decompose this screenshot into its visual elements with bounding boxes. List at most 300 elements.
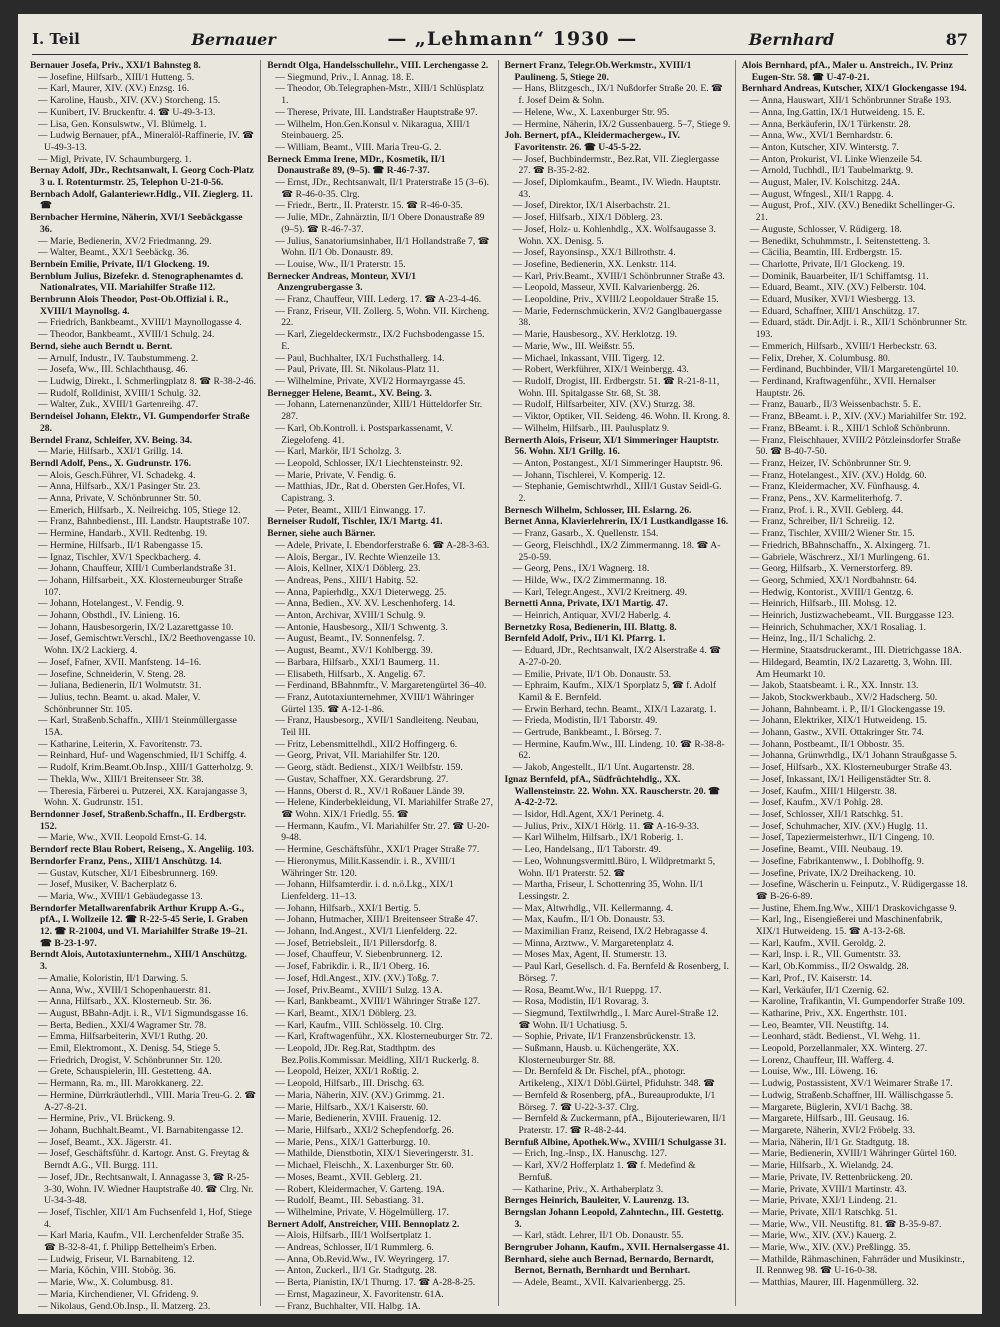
- directory-entry: — Josefine, Hilfsarb., XIII/1 Hutteng. 5.: [38, 71, 195, 83]
- directory-entry: — Heinrich, Schuhmacher, XX/1 Rosaliag. 1.: [749, 621, 927, 633]
- directory-entry: — Marie, Private, IV. Rettenbrückeng. 20.: [749, 1171, 913, 1183]
- directory-entry: — Karl, Telegr.Angest., XVI/2 Kreitnerg. 49.: [512, 586, 688, 598]
- directory-entry: — Marie, Private, V. Fendig. 6.: [275, 469, 396, 481]
- directory-entry: — Friedr., Bertr., II. Praterstr. 15. ☎ R-46-0-35.: [275, 200, 463, 212]
- directory-entry: — Marie, Hilfsarb., XX/1 Kaiserstr. 60.: [275, 1101, 429, 1113]
- directory-entry: — Josef, Direktor, IX/1 Alserbachstr. 21.: [512, 200, 671, 212]
- directory-entry: — Wilhelm, Hilfsarb., III. Paulusplatz 9.: [512, 422, 670, 434]
- directory-entry: — Alois, Bergar., IV. Rechte Wienzeile 13.: [275, 551, 441, 563]
- directory-entry: — Alois, Hilfsarb., III/1 Wolfsertplatz 1.: [275, 1230, 432, 1242]
- directory-entry: — Eduard, JDr., Rechtsanwalt, IX/2 Alserstraße 4. ☎ A-27-0-20.: [512, 645, 722, 668]
- directory-entry: — Marie, Bedienerin, XVIII/1 Währinger Gürtel 160.: [749, 1148, 957, 1160]
- directory-entry: — Franz, Tischler, XVIII/2 Wiener Str. 15.: [749, 528, 915, 540]
- directory-entry: — Hermine, Näherin, IX/2 Gussenbauerg. 5–7, Stiege 9.: [512, 118, 731, 130]
- directory-entry: — Sußmann, Hausb. u. Küchengeräte, XX. Klosterneuburger Str. 88.: [512, 1043, 679, 1066]
- directory-entry: — Stephanie, Gemischtwrhdl., XIII/1 Gustav Seidl-G. 2.: [512, 481, 722, 505]
- directory-entry: — August, Beamt., IV. Sonnenfelsg. 7.: [275, 633, 425, 645]
- directory-entry: Bernbrunn Alois Theodor, Post-Ob.Offizial i. R., XVIII/1 Maynollsg. 4.: [30, 294, 229, 317]
- directory-entry: Bernhard Andreas, Kutscher, XIX/1 Glockengasse 194.: [741, 83, 967, 95]
- directory-entry: — Rudolf, Hilfsarbeiter, XIV. (XV.) Sturzg. 38.: [512, 399, 696, 411]
- directory-entry: — Andreas, Schlosser, II/1 Rummlerg. 6.: [275, 1242, 434, 1254]
- directory-entry: — Johann, Hutmacher, XIII/1 Breitenseer Straße 47.: [275, 914, 478, 926]
- directory-entry: — Mathilde, Rähmaschinen, Fahrräder und Musikinstr., II. Rennweg 98. ☎ U-16-0-38.: [749, 1253, 965, 1277]
- directory-entry: — Jakob, Stockwerkbaub., XV/2 Hadscherg. 50.: [749, 691, 938, 703]
- directory-entry: — Johann, Laternenanzünder, XIII/1 Hütteldorfer Str. 287.: [275, 399, 483, 423]
- directory-entry: — Georg, Hilfsarb., X. Vernerstorferg. 89.: [749, 563, 913, 575]
- directory-entry: — Karl, städt. Lehrer, II/1 Ob. Donaustr. 55.: [512, 1230, 684, 1242]
- directory-entry: — Alois, Kellner, XIX/1 Döblerg. 23.: [275, 563, 421, 575]
- directory-entry: — Josef, Fabrikdir. i. R., II/1 Oberg. 16.: [275, 961, 430, 973]
- directory-entry: — Josef, Kaufm., XIII/1 Hilgerstr. 38.: [749, 785, 897, 797]
- directory-entry: — Karl, Prof., IV. Kaiserstr. 14.: [749, 972, 872, 984]
- directory-entry: — Lisa, Gen. Konsulswtw., VI. Blümelg. 1.: [38, 118, 207, 130]
- page-title: — „Lehmann“ 1930 —: [387, 28, 638, 50]
- directory-entry: — Barbara, Hilfsarb., XXI/1 Baumerg. 11.: [275, 656, 440, 668]
- directory-entry: — Georg, Schmied, XX/1 Nordbahnstr. 64.: [749, 574, 917, 586]
- directory-entry: — Josefa, Ww., III. Schlachthausg. 46.: [38, 364, 188, 376]
- directory-entry: Bernauer Josefa, Priv., XXI/1 Bahnsteg 8.: [30, 60, 201, 71]
- directory-entry: — Georg, Pens., IX/1 Wagnerg. 18.: [512, 563, 650, 575]
- directory-entry: — Marie, Hilfsarb., XXI/1 Grillg. 14.: [38, 446, 183, 458]
- directory-entry: — August, Beamt., XV/1 Kohlbergg. 39.: [275, 645, 433, 657]
- directory-entry: — Karl, Beamt., XIX/1 Döblerg. 23.: [275, 1007, 417, 1019]
- directory-entry: — Anna, Hilfsarb., XX. Klosterneub. Str. 36.: [38, 996, 212, 1008]
- directory-entry: — Siegmund, Priv., I. Annag. 18. E.: [275, 71, 414, 83]
- directory-entry: — Josef, Kaufm., XV/1 Pohlg. 28.: [749, 797, 883, 809]
- directory-entry: — Maria, Ww., XVIII/1 Gebäudegasse 13.: [38, 890, 203, 902]
- directory-entry: — Anna, Ob.Revid.Ww., IV. Weyringerg. 17.: [275, 1253, 450, 1265]
- directory-entry: — Leopold, Heizer, XXI/1 Roßtig. 2.: [275, 1066, 420, 1078]
- directory-entry: — Leopold, Hilfsarb., III. Drischg. 63.: [275, 1078, 425, 1090]
- directory-entry: — Helene, Ww., X. Laxenburger Str. 95.: [512, 106, 670, 118]
- directory-entry: — Heinrich, Justizwachebeamt., VII. Burggasse 123.: [749, 610, 955, 622]
- directory-entry: — Marie, Pens., XIX/1 Gatterburgg. 10.: [275, 1136, 431, 1148]
- directory-entry: — Marie, Private, XII/1 Ratschkg. 51.: [749, 1206, 898, 1218]
- directory-entry: — Josef, Schlosser, XII/1 Ratschkg. 51.: [749, 809, 904, 820]
- directory-entry: — Karl, Markör, II/1 Scholzg. 3.: [275, 446, 402, 458]
- directory-entry: Bernbach Adolf, Galanteriewr.Hdlg., VII. Zieglerg. 11. ☎: [30, 188, 253, 212]
- directory-entry: — Johann, Hilfsarbeit., XX. Klosterneuburger Straße 107.: [38, 574, 243, 598]
- directory-entry: Bernd, siehe auch Berndt u. Bernt.: [30, 340, 173, 352]
- directory-entry: — Josef, Rayonsinsp., XX/1 Billrothstr. 4.: [512, 247, 676, 259]
- directory-entry: Bernet Anna, Klavierlehrerin, IX/1 Lustkandlgasse 16.: [504, 516, 729, 528]
- directory-entry: — Emma, Hilfsarbeiterin, XVI/1 Ruthg. 20.: [38, 1031, 208, 1043]
- directory-entry: — Anton, Kutscher, XIV. Winterstg. 7.: [749, 141, 899, 153]
- directory-entry: — Ernst, JDr., Rechtsanwalt, II/1 Praterstraße 15 (3–6). ☎ R-46-0-35. Clrg.: [275, 177, 489, 200]
- directory-entry: — Marie, Hilfsarb., XXI/2 Schepfendorfg. 26.: [275, 1124, 454, 1136]
- directory-entry: — Leopold, JDr. Reg.Rat, Stadthptm. des Bez.Polis.Kommissar. Meidling, XII/1 Ruckerlg. 8.: [275, 1043, 479, 1066]
- directory-entry: — Georg, Fleischhdl., IX/2 Zimmermanng. 18. ☎ A-25-0-59.: [512, 539, 721, 563]
- directory-entry: — Josef, Gemischtwr.Verschl., IX/2 Beethovengasse 10. Wohn. IX/2 Lackierg. 4.: [38, 633, 256, 657]
- directory-entry: — Hans, Blitzgesch., IX/1 Nußdorfer Straße 20. E. ☎ f. Josef Deim & Sohn.: [512, 83, 723, 107]
- directory-entry: — Josef, Hdl.Angest., XIV. (XV.) Toßg. 7.: [275, 972, 439, 984]
- directory-entry: — Michael, Inkassant, VIII. Tigerg. 12.: [512, 352, 665, 364]
- directory-entry: — Ernst, Magazineur, X. Favoritenstr. 61A.: [275, 1288, 444, 1300]
- directory-entry: — Karl, Kaufm., XVII. Geroldg. 2.: [749, 937, 886, 949]
- header-first-name: Bernauer: [191, 29, 276, 49]
- directory-entry: — Josef, Hilfsarb., XIX/1 Döblerg. 23.: [512, 212, 663, 224]
- directory-entry: — Anton, Zuckerl., II/1 Gr. Stadtgutg. 28.: [275, 1265, 437, 1277]
- directory-entry: — Anna, Bedien., XV. XV. Leschenhoferg. 14.: [275, 598, 456, 610]
- directory-entry: — Johann, Hilfsamterdir. i. d. n.ö.Lkg., XIX/1 Lienfelderg. 11–13.: [275, 879, 454, 902]
- directory-entry: Berneck Emma Irene, MDr., Kosmetik, II/1 Donaustraße 89, (9–5). ☎ R-46-7-37.: [267, 153, 446, 177]
- directory-entry: — Migl, Private, IV. Schaumburgerg. 1.: [38, 153, 192, 165]
- directory-entry: — Karl, Bankbeamt., XVIII/1 Währinger Straße 127.: [275, 996, 481, 1008]
- column-4: [742, 60, 972, 1306]
- directory-entry: — August, BBahn-Adjt. i. R., VI/1 Sigmundsgasse 16.: [38, 1007, 249, 1019]
- directory-entry: Bernblum Julius, Bizefekr. d. Stenographenamtes d. Nationalrates, VII. Mariahilfer Straße 112.: [30, 270, 244, 294]
- directory-entry: — Berta, Pianistin, IX/1 Thurng. 17. ☎ A-28-8-25.: [275, 1277, 476, 1289]
- directory-entry: — Alois, Gesch.Führer, VI. Schadekg. 4.: [38, 469, 196, 481]
- directory-entry: — Johann, Bahnbeamt. i. P., II/1 Glockengasse 19.: [749, 703, 946, 715]
- directory-entry: Berndt Alois, Autotaxiunternehm., XIII/1 Anschützg. 3.: [30, 949, 247, 973]
- directory-entry: — Arnulf, Industr., IV. Taubstummeng. 2.: [38, 352, 199, 364]
- directory-entry: — Hilde, Ww., IX/2 Zimmermanng. 18.: [512, 574, 667, 586]
- directory-entry: — Josef, Holz- u. Kohlenhdlg., XX. Wolfsaugasse 3. Wohn. XX. Denisg. 5.: [512, 223, 716, 247]
- directory-entry: — Andreas, Pens., XIII/1 Habitg. 52.: [275, 574, 419, 586]
- directory-entry: — Margarete, Hilfsarb., III. Geusaug. 16.: [749, 1113, 910, 1125]
- directory-entry: Bernetti Anna, Private, IX/1 Martig. 47.: [504, 598, 668, 610]
- column-1: [30, 60, 261, 1312]
- directory-entry: — Marie, Private, XXI/1 Lindeng. 21.: [749, 1195, 898, 1207]
- directory-entry: — Franz, Prof. i. R., XVII. Geblerg. 44.: [749, 504, 904, 516]
- directory-entry: Berndonner Josef, Straßenb.Schaffn., II. Erdbergstr. 152.: [30, 809, 246, 832]
- directory-entry: — Isidor, Hdl.Agent, XX/1 Perinetg. 4.: [512, 809, 664, 820]
- directory-entry: — Robert, Werkführer, XIX/1 Weinbergg. 43.: [512, 364, 689, 376]
- directory-entry: Bernbein Emilie, Private, II/1 Glockeng. 19.: [30, 258, 210, 270]
- directory-entry: — Anna, Hauswart, XII/1 Schönbrunner Straße 193.: [749, 95, 952, 107]
- directory-entry: — Friedrich, Bankbeamt., XVIII/1 Maynollogasse 4.: [38, 317, 242, 329]
- directory-entry: Berneiser Rudolf, Tischler, IX/1 Martg. 41.: [267, 516, 443, 528]
- directory-entry: — Heinrich, Hilfsarb., III. Mohsg. 12.: [749, 598, 897, 610]
- directory-entry: — Maria, Näherin, XIV. (XV.) Grimmg. 21.: [275, 1089, 445, 1101]
- directory-entry: — Georg, städt. Bedienst., XIX/1 Weilbfstr. 159.: [275, 762, 463, 774]
- directory-entry: — Anna, Berkäuferin, IX/1 Türkenstr. 28.: [749, 118, 911, 130]
- directory-entry: — Friedrich, Drogist, V. Schönbrunner Str. 120.: [38, 1054, 223, 1066]
- directory-entry: — Arnold, Tuchhdl., II/1 Taubelmarktg. 9.: [749, 165, 914, 177]
- directory-entry: Bernbacher Hermine, Näherin, XVI/1 Seebäckgasse 36.: [30, 212, 243, 235]
- directory-entry: — Minna, Arztww., V. Margaretenplatz 4.: [512, 937, 674, 949]
- directory-entry: — Hermine, Handarb., XVII. Redtenbg. 19.: [38, 528, 208, 540]
- directory-entry: — Rudolf, Rolldinist, XVIII/1 Schulg. 32.: [38, 387, 201, 399]
- directory-entry: — Katharine, Priv., XX. Engerthstr. 101.: [749, 1007, 907, 1019]
- directory-entry: — Josefine, Private, IX/2 Dreihackeng. 10.: [749, 867, 916, 879]
- directory-entry: — Eduard, städt. Dir.Adjt. i. R., XII/1 Schönbrunner Str. 193.: [749, 317, 968, 341]
- directory-entry: — Emilie, Private, II/1 Ob. Donaustr. 53.: [512, 668, 672, 680]
- directory-entry: — Anna, Ww., XVIII/1 Schopenhauerstr. 81.: [38, 984, 211, 996]
- directory-entry: — Dr. Bernfeld & Dr. Fischel, pfA., photogr. Artikeleng., XIX/1 Döbl.Gürtel, Pfiduhstr. 348. ☎: [512, 1066, 716, 1090]
- directory-entry: — Gustav, Schaffner, XX. Gerardsbrung. 27.: [275, 773, 449, 785]
- directory-entry: — Mathilde, Dienstbotin, XIX/1 Sieveringerstr. 31.: [275, 1148, 474, 1160]
- directory-entry: — Karl, Straßenb.Schaffn., XIII/1 Steinmüllergasse 15A.: [38, 715, 237, 739]
- directory-entry: — Karl, Ing., Eisengießerei und Maschinenfabrik, XIX/1 Hutweideng. 15. ☎ A-13-2-68.: [749, 914, 943, 938]
- directory-entry: — Cäcilia, Beamtin, III. Erdbergstr. 15.: [749, 247, 902, 259]
- directory-entry: — Johann, Chauffeur, XIII/1 Cumberlandstraße 31.: [38, 563, 237, 575]
- directory-entry: — Leopold, Porzellanmaler, XX. Winterg. 27.: [749, 1043, 928, 1055]
- directory-entry: Joh. Bernert, pfA., Kleidermachergew., IV. Favoritenstr. 26. ☎ U-45-5-22.: [504, 130, 680, 153]
- directory-entry: — Theodor, Ob.Telegraphen-Mstr., XIII/1 Schlüsplatz 1.: [275, 83, 484, 107]
- directory-entry: — Rudolf, Drogist, III. Erdbergstr. 51. ☎ R-21-8-11, Wohn. III. Spitalgasse Str. 68, St. 38.: [512, 375, 720, 399]
- directory-entry: — Ludwig, Friseur, VI. Barnabiteng. 12.: [38, 1253, 195, 1265]
- directory-entry: — Karoline, Hausb., XIV. (XV.) Storcheng. 15.: [38, 95, 221, 107]
- directory-entry: — Hermann, Ra. m., III. Marokkanerg. 22.: [38, 1078, 204, 1090]
- directory-entry: — Marie, Bedienerin, XVIII. Frauenig. 12.: [275, 1113, 441, 1125]
- directory-entry: — Martha, Friseur, I. Schottenring 35, Wohn. II/1 Lessingstr. 2.: [512, 879, 704, 902]
- directory-entry: Bernecker Andreas, Monteur, XVI/1 Anzengrubergasse 3.: [267, 270, 417, 294]
- directory-entry: — Franz, Hotelangest., XIV. (XV.) Holdg. 60.: [749, 469, 927, 481]
- directory-entry: — Marie, Ww., XIV. (XV.) Kauerg. 2.: [749, 1230, 897, 1242]
- header-last-name: Bernhard: [748, 29, 835, 49]
- directory-entry: — Helene, Kinderbekleidung, VI. Mariahilfer Straße 27, ☎ Wohn. XIX/1 Friedlg. 55. ☎: [275, 797, 493, 820]
- part-label: I. Teil: [32, 30, 80, 48]
- directory-entry: — Anna, Hilfsarb., XX/1 Pasinger Str. 23.: [38, 481, 201, 493]
- directory-entry: — Gustav, Kutscher, XI/1 Eibesbrunnerg. 169.: [38, 867, 218, 879]
- directory-entry: — Franz, Bauarb., II/3 Weissenbachstr. 5. E.: [749, 399, 921, 411]
- directory-entry: Bernesch Wilhelm, Schlosser, III. Eslarng. 26.: [504, 504, 692, 516]
- directory-entry: — Emil, Elektromont., X. Denisg. 54, Stiege 5.: [38, 1043, 221, 1055]
- directory-entry: — Franz, Chauffeur, VIII. Lederg. 17. ☎ A-23-4-46.: [275, 294, 482, 306]
- directory-entry: — Karl, Kaufm., VIII. Schlösselg. 10. Clrg.: [275, 1019, 444, 1031]
- directory-entry: — Moses Max, Agent, II. Stumerstr. 13.: [512, 949, 667, 961]
- directory-entry: — Kunibert, IV. Bruckenftr. 4. ☎ U-49-3-13.: [38, 106, 216, 118]
- directory-entry: — Justine, Ehem.Ing.Ww., XIII/1 Draskovichgasse 9.: [749, 902, 957, 914]
- directory-entry: Berngruber Johann, Kaufm., XVII. Hernalsergasse 41.: [504, 1242, 730, 1254]
- page-number: 87: [945, 29, 968, 49]
- directory-entry: — Theodor, Bankbeamt., XVIII/1 Schulg. 24.: [38, 329, 215, 341]
- directory-entry: Alois Bernhard, pfA., Maler u. Anstreich., IV. Prinz Eugen-Str. 58. ☎ U-47-0-21.: [741, 60, 953, 83]
- directory-entry: — Josef, Inkassant, IX/1 Heiligenstädter Str. 8.: [749, 773, 931, 785]
- directory-entry: — August, Prof., XIV. (XV.) Benedikt Schellinger-G. 21.: [749, 200, 955, 224]
- directory-entry: — Juliana, Bedienerin, II/1 Wolmutstr. 31.: [38, 680, 202, 692]
- directory-entry: — Maximilian Franz, Reisend, IX/2 Hebragasse 4.: [512, 926, 708, 938]
- directory-entry: — Josefine, Bedienerin, XX. Lenkstr. 114.: [512, 258, 677, 270]
- directory-entry: — Fritz, Lebensmittelhdl., XII/2 Hoffingerg. 6.: [275, 738, 458, 750]
- page-header: [32, 24, 968, 55]
- directory-entry: — Therese, Private, III. Landstraßer Hauptstraße 97.: [275, 106, 478, 118]
- directory-entry: — Hieronymus, Milit.Kassendir. i. R., XVIII/1 Währinger Str. 120.: [275, 855, 456, 879]
- directory-entry: — William, Beamt., VIII. Maria Treu-G. 2.: [275, 141, 442, 153]
- directory-entry: — Josef, Buchbindermstr., Bez.Rat, VII. Zieglergasse 27. ☎ B-35-2-82.: [512, 153, 720, 177]
- directory-entry: — Marie, Ww., III. Weißstr. 55.: [512, 340, 635, 352]
- directory-entry: — Josef, Beamt., XX. Jägerstr. 41.: [38, 1136, 172, 1148]
- directory-entry: Bernert Adolf, Anstreicher, VIII. Bennoplatz 2.: [267, 1218, 460, 1230]
- directory-entry: — Leonhard, städt. Bedienst., VI. Wehg. 11.: [749, 1031, 921, 1043]
- directory-entry: — Wilhelmine, Private, V. Högelmüllerg. 17.: [275, 1206, 449, 1218]
- directory-entry: Bernetzky Rosa, Bedienerin, III. Blattg. 8.: [504, 621, 677, 633]
- directory-entry: — Bernfeld & Zuckermann, pfA., Bijouteriewaren, II/1 Praterstr. 17. ☎ R-48-2-44.: [512, 1113, 727, 1136]
- directory-entry: Bernert Franz, Telegr.Ob.Werkmstr., XVIII/1 Paulineng. 5, Stiege 20.: [504, 60, 692, 83]
- directory-entry: — Louise, Ww., II/1 Praterstr. 15.: [275, 258, 406, 270]
- directory-entry: — Josefine, Schneiderin, V. Steng. 28.: [38, 668, 186, 680]
- directory-entry: — Leo, Wohnungsvermittl.Büro, I. Wildpretmarkt 5, Wohn. II/1 Praterstr. 52. ☎: [512, 855, 716, 879]
- directory-entry: — Heinrich, Antiquar, XVI/2 Haberlg. 4.: [512, 610, 671, 622]
- directory-entry: Berner, siehe auch Bärner.: [267, 528, 376, 540]
- directory-entry: — Marie, Private, XVIII/1 Martinstr. 43.: [749, 1183, 907, 1195]
- directory-entry: Berndel Franz, Schleifer, XV. Being. 34.: [30, 434, 193, 446]
- directory-entry: — Johann, Hotelangest., V. Fendig. 9.: [38, 598, 184, 610]
- directory-entry: — Reinhard, Huf- und Wagenschmied, II/1 Schiffg. 4.: [38, 750, 247, 762]
- entry-columns: [30, 60, 972, 1312]
- directory-entry: — Franz, Bahnbedienst., III. Landstr. Hauptstraße 107.: [38, 516, 250, 528]
- directory-entry: — Johann, Elektriker, XIX/1 Hutweideng. 15.: [749, 715, 928, 727]
- directory-entry: — Katharine, Priv., X. Arthaberplatz 3.: [512, 1183, 664, 1195]
- directory-entry: — Thekla, Ww., XIII/1 Breitenseer Str. 38.: [38, 773, 204, 785]
- directory-entry: — Josefine, Wäscherin u. Feinputz., V. Rüdigergasse 18. ☎ B-26-6-89.: [749, 879, 968, 902]
- directory-entry: — Peter, Beamt., XIII/1 Einwangg. 17.: [275, 504, 426, 516]
- directory-entry: — Hermann, Kaufm., VI. Mariahilfer Str. 27. ☎ U-20-9-48.: [275, 820, 490, 844]
- directory-entry: Bernegger Helene, Beamt., XV. Being. 3.: [267, 387, 432, 399]
- directory-entry: — Sophie, Private, II/1 Franzensbrückenstr. 13.: [512, 1031, 696, 1043]
- directory-entry: — Erwin Berhard, techn. Beamt., XIX/1 Lazaratg. 1.: [512, 703, 717, 715]
- directory-entry: — Adele, Private, I. Ebendorferstraße 6. ☎ A-28-3-63.: [275, 539, 490, 551]
- directory-entry: — Rudolf, Beamt., III. Sebastiang. 31.: [275, 1195, 424, 1207]
- directory-entry: — Karl, Insp. i. R., VII. Gumentstr. 33.: [749, 949, 901, 961]
- directory-entry: — Karl, Maurer, XIV. (XV.) Enzsg. 16.: [38, 83, 190, 95]
- directory-entry: — Leo, Handelsang., II/1 Taborstr. 49.: [512, 844, 661, 856]
- directory-entry: — Walter, Zuk., XVIII/1 Gartenreihg. 47.: [38, 399, 199, 411]
- directory-entry: — Matthias, Maurer, III. Hagenmüllerg. 32.: [749, 1277, 919, 1289]
- directory-entry: — Marie, Hilfsarb., X. Wielandg. 24.: [749, 1160, 894, 1172]
- directory-entry: — Theresia, Färberei u. Putzerei, XX. Karajangasse 3, Wohn. X. Gudrunstr. 151.: [38, 785, 248, 809]
- directory-entry: Bernfuß Albine, Apothek.Ww., XVIII/1 Schulgasse 31.: [504, 1136, 727, 1148]
- directory-entry: — Marie, Ww., VII. Neustiftg. 81. ☎ B-35-9-87.: [749, 1218, 942, 1230]
- directory-entry: — Robert, Kleidermacher, V. Garteng. 19A.: [275, 1183, 445, 1195]
- directory-entry: — Leopold, Masseur, XVII. Kalvarienbergg. 26.: [512, 282, 700, 294]
- directory-entry: — Nikolaus, Gend.Ob.Insp., II. Matzerg. 23.: [38, 1300, 211, 1312]
- directory-entry: — Ludwig, Postassistent, XV/1 Weimarer Straße 17.: [749, 1078, 953, 1090]
- directory-entry: — Anna, Ww., XVI/1 Bernhardstr. 6.: [749, 130, 893, 142]
- column-2: [267, 60, 498, 1312]
- directory-entry: Berndorf recte Blau Robert, Reiseng., X. Angeliig. 103.: [30, 844, 254, 856]
- directory-entry: — Eduard, Beamt., XIV. (XV.) Felberstr. 104.: [749, 282, 927, 294]
- directory-entry: — Franz, Buchhalter, VII. Halbg. 1A.: [275, 1300, 421, 1312]
- directory-entry: — Ignaz, Tischler, XV/1 Speckbacherg. 4.: [38, 551, 201, 563]
- directory-entry: — Gabriele, Wäschrerz., XI/1 Murlingeng. 61.: [749, 551, 930, 563]
- directory-entry: Berndl Adolf, Pens., X. Gudrunstr. 176.: [30, 457, 191, 469]
- directory-page: [18, 14, 982, 1314]
- directory-entry: — Franz, Friseur, VII. Zollerg. 5, Wohn. VII. Kircheng. 22.: [275, 305, 490, 329]
- directory-entry: — Josef, Schuhmacher, XIV. (XV.) Huglg. 11.: [749, 820, 928, 832]
- directory-entry: — Franz, Hausbesorg., XVII/1 Sandleiteng. Neubau, Teil III.: [275, 715, 479, 739]
- directory-entry: — Rudolf, Krim.Beamt.Ob.Insp., XIII/1 Gatterholzg. 9.: [38, 762, 254, 774]
- directory-entry: — Marie, Ww., X. Columbusg. 81.: [38, 1277, 173, 1289]
- directory-entry: — Julius, Sanatoriumsinhaber, II/1 Hollandstraße 7, ☎ Wohn. II/1 Ob. Donaustr. 89.: [275, 235, 490, 259]
- directory-entry: — Lorenz, Chauffeur, III. Wafferg. 4.: [749, 1054, 894, 1066]
- directory-entry: — Frieda, Modistin, II/1 Taborstr. 49.: [512, 715, 658, 727]
- directory-entry: — Josef, Tischler, XII/1 Am Fuchsenfeld 1, Hof, Stiege 4.: [38, 1206, 252, 1230]
- directory-entry: — Hermine, Dürrkräutlerhdl., VIII. Maria Treu-G. 2. ☎ A-27-8-21.: [38, 1089, 257, 1113]
- directory-entry: — Ferdinand, BBahnmftr., V. Margaretengürtel 36–40.: [275, 680, 487, 692]
- directory-entry: — Josef, Musiker, V. Bacherplatz 6.: [38, 879, 177, 891]
- directory-entry: — Johann, Tischlerei, V. Komperig. 12.: [512, 469, 666, 481]
- directory-entry: — Auguste, Schlosser, V. Rüdigerg. 18.: [749, 223, 902, 235]
- directory-entry: — Marie, Hausbesorg., XV. Herklotzg. 19.: [512, 329, 678, 341]
- directory-entry: Bernerth Alois, Friseur, XI/1 Simmeringer Hauptstr. 56. Wohn. XI/1 Grillg. 16.: [504, 434, 719, 458]
- directory-entry: — Josef, Fafner, XVII. Manfsteng. 14–16.: [38, 656, 202, 668]
- directory-entry: Berndt Olga, Handelsschullehr., VIII. Lerchengasse 2.: [267, 60, 489, 71]
- directory-entry: — Felix, Dreher, X. Columbusg. 80.: [749, 352, 891, 364]
- directory-entry: — Matthias, JDr., Rat d. Obersten Ger.Hofes, VI. Capistrang. 3.: [275, 481, 465, 505]
- directory-entry: — Bernfeld & Rosenberg, pfA., Bureauprodukte, I/1 Börseg. 7. ☎ U-22-3-37. Clrg.: [512, 1089, 716, 1113]
- directory-entry: — Karl Wilhelm, Hilfsarb., IX/1 Roberig. 1.: [512, 832, 684, 844]
- directory-entry: Bernfeld Adolf, Priv., II/1 Kl. Pfarrg. 1.: [504, 633, 666, 645]
- directory-entry: — Josef, Betriebsleit., II/1 Pillersdorfg. 8.: [275, 937, 437, 949]
- directory-entry: Berndeisel Johann, Elektr., VI. Gumpendorfer Straße 28.: [30, 411, 250, 434]
- directory-entry: — Hermine, Staatsdruckeramt., III. Dietrichgasse 18A.: [749, 645, 962, 657]
- directory-entry: — Johann, Ind.Angest., XVI/1 Lienfelderg. 22.: [275, 926, 458, 938]
- directory-entry: — Georg, Privat, VII. Mariahilfer Str. 120.: [275, 750, 440, 762]
- directory-entry: Berndorfer Metallwarenfabrik Arthur Krupp A.-G., pfA., I. Wollzeile 12. ☎ R-22-5-45 Serie, I. Graben 12. ☎ R-21004, und VI. Mariahilfer Straße 19–21. ☎ B-23-1-97.: [30, 902, 248, 949]
- directory-entry: — Karl, Ob.Kommiss., II/2 Oswaldg. 28.: [749, 961, 909, 973]
- directory-entry: — Franz, Schreiber, II/1 Schreiig. 12.: [749, 516, 895, 528]
- directory-entry: — Franz, Kleidermacher, XV. Fünfhausg. 4.: [749, 481, 920, 493]
- directory-entry: — Gertrude, Bankbeamt., I. Börseg. 7.: [512, 727, 662, 739]
- directory-entry: — Max, Altwrhdlg., VII. Kellermanng. 4.: [512, 902, 673, 914]
- directory-entry: — Karl, Verkäufer, II/1 Czernig. 62.: [749, 984, 890, 996]
- directory-entry: — August, Wfngesl., XII/1 Rappg. 4.: [749, 188, 894, 200]
- directory-entry: — Franz, Heizer, IV. Schönbrunner Str. 9.: [749, 457, 911, 469]
- directory-entry: — Maria, Köchin, VIII. Stobög. 36.: [38, 1265, 176, 1277]
- directory-entry: — Leopoldine, Priv., XVIII/2 Leopoldauer Straße 15.: [512, 294, 719, 306]
- directory-entry: — Karl, Ob.Kontroll. i. Postsparkassenamt, V. Ziegelofeng. 41.: [275, 422, 454, 446]
- directory-entry: — Johann, Postbeamt., II/1 Obbostr. 35.: [749, 738, 905, 750]
- directory-entry: — Josef, Diplomkaufm., Beamt., IV. Wiedn. Hauptstr. 43.: [512, 177, 721, 200]
- directory-entry: Bernges Heinrich, Bauleiter, V. Laurenzg. 13.: [504, 1195, 690, 1207]
- directory-entry: — Franz, BBeamt. i. R., XIII/1 Schloß Schönbrunn.: [749, 422, 950, 434]
- directory-entry: — Julie, MDr., Zahnärztin, II/1 Obere Donaustraße 89 (9–5). ☎ R-46-7-37.: [275, 212, 485, 235]
- directory-entry: — Emerich, Hilfsarb., X. Neilreichg. 105, Stiege 12.: [38, 504, 241, 516]
- directory-entry: — Josef, Priv.Beamt., XVIII/1 Sulzg. 13 A.: [275, 984, 443, 996]
- directory-entry: — Marie, Federnschmückerin, XV/2 Ganglbauergasse 38.: [512, 305, 722, 329]
- directory-entry: — Johanna, Grünwrhdlg., IX/1 Johann Straußgasse 5.: [749, 750, 958, 762]
- directory-entry: — Hanns, Oberst d. R., XV/1 Roßauer Lände 39.: [275, 785, 465, 797]
- directory-entry: — Anna, Private, V. Schönbrunner Str. 50.: [38, 493, 201, 505]
- directory-entry: — Michael, Fleischh., X. Laxenburger Str. 60.: [275, 1160, 454, 1172]
- directory-entry: — Karl, Kraftwagenführ., XX. Klosterneuburger Str. 72.: [275, 1031, 493, 1043]
- directory-entry: Bernhard, siehe auch Bernad, Bernardo, Bernardt, Bernot, Bernath, Bernhardt und Bernhart.: [504, 1253, 714, 1277]
- directory-entry: Ignaz Bernfeld, pfA., Südfrüchtehdlg., XX. Wallensteinstr. 22. Wohn. XX. Rauscherstr. 20. ☎ A-42-2-72.: [504, 773, 721, 809]
- directory-entry: — Antonie, Hausbesorg., XII/1 Schwentg. 3.: [275, 621, 448, 633]
- directory-entry: — Josefine, Beamt., VIII. Neubaug. 19.: [749, 844, 903, 856]
- directory-entry: — Wilhelm, Hon.Gen.Konsul v. Nikaragua, XIII/1 Steinbauerg. 25.: [275, 118, 471, 142]
- directory-entry: — Ludwig, Direkt., I. Schmerlingplatz 8. ☎ R-38-2-46.: [38, 375, 256, 387]
- directory-entry: — Katharine, Leiterin, X. Favoritenstr. 73.: [38, 738, 203, 750]
- directory-entry: — Grete, Schauspielerin, III. Gestetteng. 4A.: [38, 1066, 212, 1078]
- directory-entry: — Benedikt, Schuhmmstr., I. Seitenstetteng. 3.: [749, 235, 931, 247]
- directory-entry: — Anton, Prokurist, VI. Linke Wienzeile 54.: [749, 153, 923, 165]
- directory-entry: — Berta, Bedien., XXI/4 Wagramer Str. 78.: [38, 1019, 207, 1031]
- directory-entry: Berndorfer Franz, Pens., XIII/1 Anschützg. 14.: [30, 855, 222, 867]
- directory-entry: — Karl Maria, Kaufm., VII. Lerchenfelder Straße 35. ☎ B-32-8-41, f. Philipp Bettelheim's Erben.: [38, 1230, 245, 1254]
- directory-entry: — Marie, Ww., XVII. Leopold Ernst-G. 14.: [38, 832, 207, 844]
- directory-entry: — Dominik, Bauarbeiter, II/1 Schiffamtsg. 11.: [749, 270, 929, 282]
- directory-entry: — Friedrich, BBahnschaffn., X. Alxingerg. 71.: [749, 539, 931, 551]
- directory-entry: — Emmerich, Hilfsarb., XVIII/1 Herbeckstr. 63.: [749, 340, 937, 352]
- directory-entry: — Eduard, Schaffner, XIII/1 Anschützg. 17.: [749, 305, 920, 317]
- directory-entry: — Eduard, Musiker, XVI/1 Wiesbergg. 13.: [749, 294, 916, 306]
- directory-entry: — August, Maler, IV. Kolschitzg. 24A.: [749, 177, 901, 189]
- directory-entry: — Franz, BBeamt. i. P., XIV. (XV.) Mariahilfer Str. 192.: [749, 411, 967, 423]
- directory-entry: — Anna, Ing.Gattin, IX/1 Hutweideng. 15. E.: [749, 106, 926, 118]
- directory-entry: — Johann, Hilfsarb., XXI/1 Bertig. 5.: [275, 902, 421, 914]
- directory-entry: — Paul Karl, Gesellsch. d. Fa. Bernfeld & Rosenberg, I. Börseg. 7.: [512, 961, 729, 984]
- directory-entry: — Marie, Ww., XIV. (XV.) Preßlingg. 35.: [749, 1242, 911, 1254]
- directory-entry: — Viktor, Optiker, VII. Seideng. 46. Wohn. II. Krong. 8.: [512, 411, 730, 423]
- directory-entry: — Ferdinand, Kraftwagenführ., XVII. Hernalser Hauptstr. 26.: [749, 375, 936, 399]
- directory-entry: — Moses, Beamt., XVII. Geblerg. 21.: [275, 1171, 422, 1183]
- directory-entry: — Josef, JDr., Rechtsanwalt, I. Annagasse 3, ☎ R-25-3-30, Wohn. IV. Wiedner Hauptstraße 40. ☎ Clrg. Nr. U-34-3-48.: [38, 1171, 254, 1207]
- directory-entry: — Leo, Beamter, VII. Neustiftg. 14.: [749, 1019, 889, 1031]
